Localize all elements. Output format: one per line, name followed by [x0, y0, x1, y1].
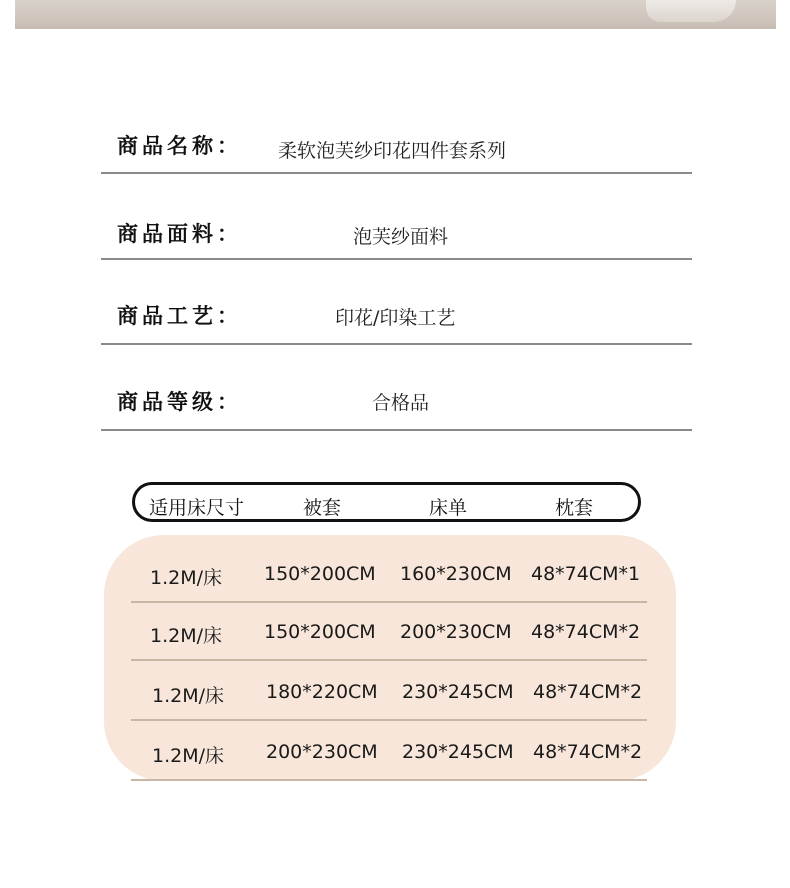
cell-duvet-cover: 150*200CM	[264, 563, 376, 585]
table-row	[131, 721, 647, 781]
cell-bed-size: 1.2M/床	[150, 567, 223, 589]
size-table	[104, 535, 676, 781]
table-row	[131, 543, 647, 603]
cell-bed-size: 1.2M/床	[152, 745, 225, 767]
product-name-label: 商品名称：	[117, 134, 242, 158]
size-table-header	[132, 482, 641, 522]
table-row	[131, 661, 647, 721]
cell-bed-sheet: 230*245CM	[402, 741, 514, 763]
product-fabric-label: 商品面料：	[117, 222, 242, 246]
cell-duvet-cover: 180*220CM	[266, 681, 378, 703]
cell-duvet-cover: 200*230CM	[266, 741, 378, 763]
divider	[101, 257, 692, 260]
header-duvet-cover: 被套	[303, 497, 342, 519]
header-bed-sheet: 床单	[429, 497, 468, 519]
product-craft-value: 印花/印染工艺	[335, 307, 456, 329]
divider	[101, 342, 692, 345]
cell-pillowcase: 48*74CM*2	[533, 681, 643, 703]
cell-bed-size: 1.2M/床	[150, 625, 223, 647]
product-grade-value: 合格品	[372, 392, 430, 414]
cell-pillowcase: 48*74CM*2	[531, 621, 641, 643]
divider	[101, 171, 692, 174]
cell-duvet-cover: 150*200CM	[264, 621, 376, 643]
product-photo-strip	[15, 0, 776, 29]
cell-bed-sheet: 160*230CM	[400, 563, 512, 585]
header-pillowcase: 枕套	[555, 497, 594, 519]
header-bed-size: 适用床尺寸	[149, 497, 245, 519]
cell-pillowcase: 48*74CM*2	[533, 741, 643, 763]
divider	[101, 428, 692, 431]
cell-bed-sheet: 230*245CM	[402, 681, 514, 703]
table-row	[131, 601, 647, 661]
cell-bed-sheet: 200*230CM	[400, 621, 512, 643]
fabric-fold-image	[646, 0, 736, 22]
product-craft-label: 商品工艺：	[117, 304, 242, 328]
cell-pillowcase: 48*74CM*1	[531, 563, 641, 585]
product-name-value: 柔软泡芙纱印花四件套系列	[278, 140, 507, 162]
product-fabric-value: 泡芙纱面料	[353, 226, 449, 248]
cell-bed-size: 1.2M/床	[152, 685, 225, 707]
product-grade-label: 商品等级：	[117, 390, 242, 414]
